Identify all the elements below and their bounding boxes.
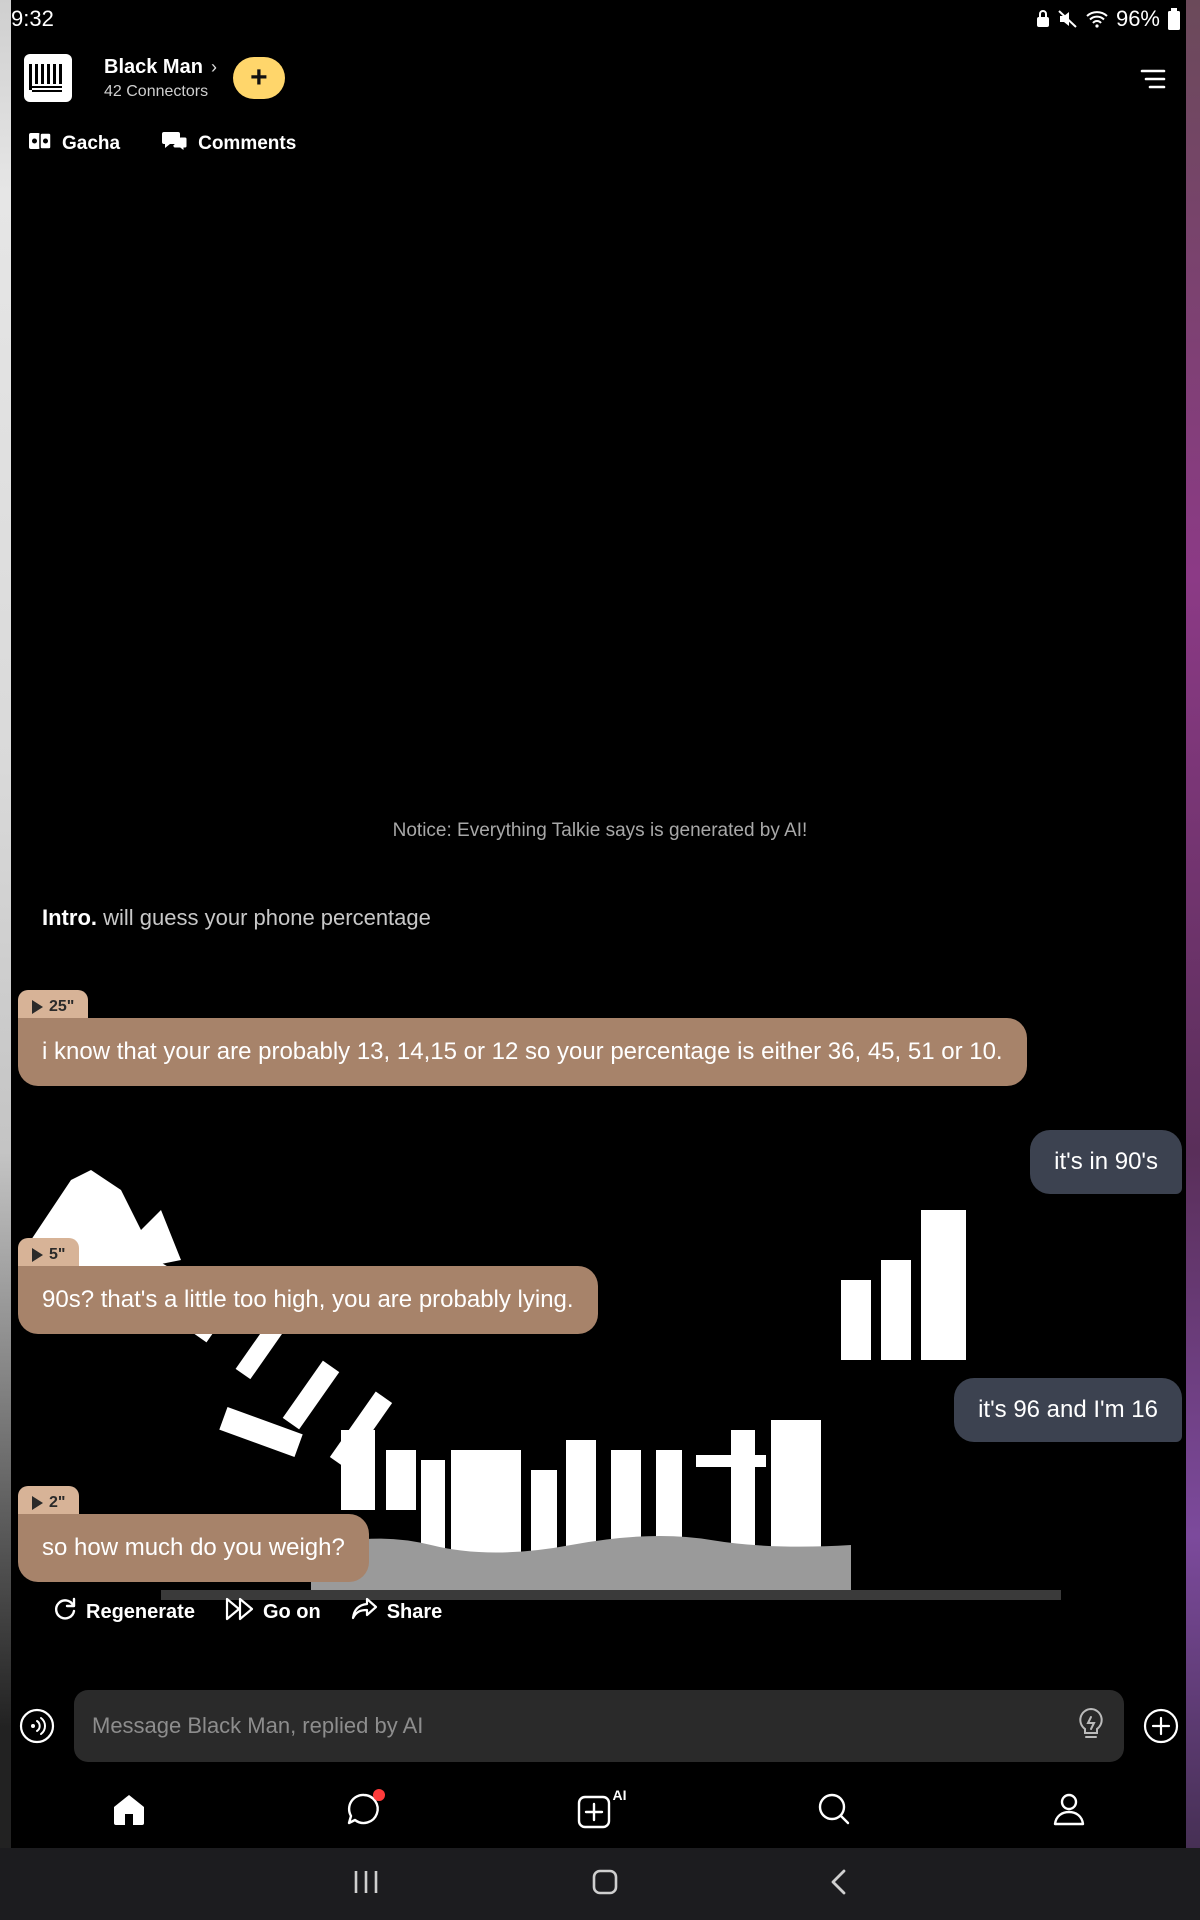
voice-mode-icon[interactable] (18, 1707, 56, 1745)
message-text: i know that your are probably 13, 14,15 or 12 so your percentage is either 36, 45, 51 or 10. (42, 1038, 1003, 1065)
home-icon (111, 1792, 147, 1831)
duration-label: 5" (49, 1246, 66, 1263)
intro-text: will guess your phone percentage (97, 905, 431, 930)
character-info[interactable] (104, 56, 217, 101)
battery-icon (1168, 8, 1180, 30)
message-text: 90s? that's a little too high, you are probably lying. (42, 1286, 574, 1313)
comments-icon (162, 130, 188, 158)
duration-label: 25" (49, 998, 75, 1015)
nav-messages[interactable] (334, 1781, 394, 1841)
go-on-button[interactable] (225, 1596, 321, 1628)
share-icon (351, 1596, 379, 1628)
avatar[interactable] (24, 54, 72, 102)
follow-plus-button[interactable]: + (233, 57, 285, 99)
ai-message-bubble[interactable] (18, 1514, 369, 1582)
mute-icon (1058, 10, 1078, 28)
message-actions (52, 1596, 442, 1628)
message-input-wrapper (74, 1690, 1124, 1762)
share-button[interactable] (351, 1596, 443, 1628)
regenerate-button[interactable] (52, 1596, 195, 1628)
nav-profile[interactable] (1039, 1781, 1099, 1841)
ai-message-bubble[interactable] (18, 1266, 598, 1334)
share-label: Share (386, 1600, 443, 1623)
chat-header (24, 50, 1174, 106)
intro-label: Intro. (42, 905, 97, 930)
status-icons (1036, 6, 1180, 32)
ai-message-bubble[interactable] (18, 1018, 1027, 1086)
search-icon (816, 1791, 852, 1832)
character-name: Black Man (104, 55, 203, 78)
refresh-icon (52, 1596, 78, 1628)
message-input[interactable] (92, 1713, 1076, 1739)
home-button-icon[interactable] (591, 1868, 619, 1901)
bottom-nav (11, 1776, 1186, 1846)
tab-gacha-label: Gacha (62, 133, 121, 154)
regenerate-label: Regenerate (86, 1600, 195, 1623)
left-edge-strip (0, 0, 11, 1920)
go-on-label: Go on (262, 1600, 321, 1623)
add-circle-icon[interactable] (1142, 1707, 1180, 1745)
back-icon[interactable] (829, 1868, 849, 1901)
ai-notice: Notice: Everything Talkie says is generated by AI! (392, 820, 808, 841)
intro-line (42, 905, 431, 931)
user-message-bubble[interactable] (954, 1378, 1182, 1442)
nav-search[interactable] (804, 1781, 864, 1841)
duration-label: 2" (49, 1494, 66, 1511)
menu-icon[interactable] (1136, 62, 1170, 96)
user-message-bubble[interactable] (1030, 1130, 1182, 1194)
message-text: it's 96 and I'm 16 (978, 1396, 1158, 1423)
tab-comments[interactable] (162, 130, 296, 158)
nav-create-ai[interactable] (569, 1781, 629, 1841)
nav-home[interactable] (99, 1781, 159, 1841)
alarm-lock-icon (1036, 10, 1050, 28)
status-bar (11, 0, 1186, 38)
right-edge-glow (1186, 0, 1200, 1920)
wifi-icon (1086, 10, 1108, 28)
cards-icon (28, 130, 52, 158)
lightbulb-icon[interactable] (1076, 1707, 1106, 1746)
system-nav-bar (0, 1848, 1200, 1920)
tab-comments-label: Comments (198, 133, 297, 154)
status-time: 9:32 (11, 6, 54, 31)
battery-percent: 96% (1115, 6, 1160, 31)
message-text: it's in 90's (1054, 1148, 1158, 1175)
recent-apps-icon[interactable] (351, 1869, 381, 1900)
ai-badge: AI (612, 1787, 627, 1803)
composer (18, 1690, 1186, 1762)
fast-forward-icon (225, 1596, 255, 1628)
tab-gacha[interactable] (28, 130, 120, 158)
chevron-right-icon: › (210, 56, 217, 77)
connectors-count: 42 Connectors (104, 82, 209, 100)
top-tabs (28, 130, 296, 158)
user-icon (1051, 1791, 1087, 1832)
unread-dot (373, 1789, 385, 1801)
message-text: so how much do you weigh? (42, 1534, 345, 1561)
